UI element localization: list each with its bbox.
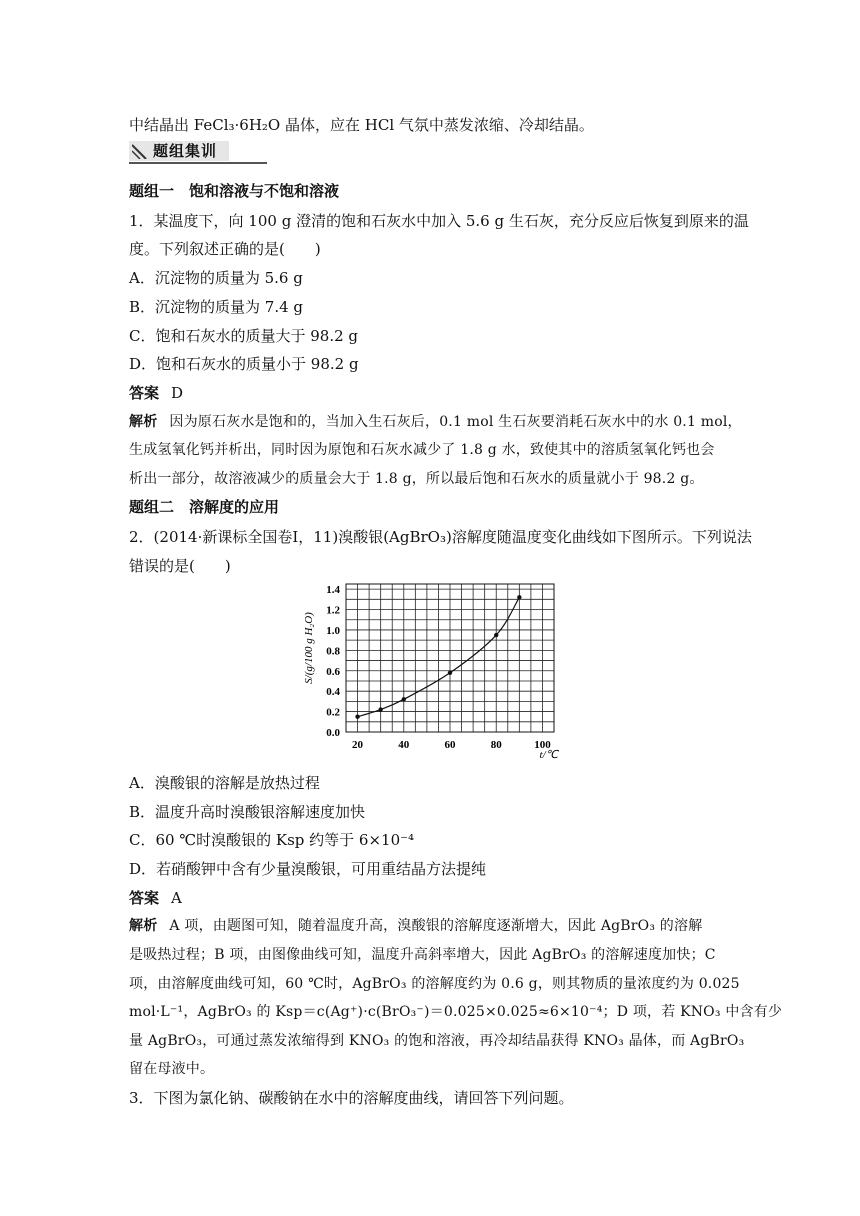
group2-title: 题组二 溶解度的应用 — [129, 498, 280, 516]
q1-analysis-line2: 生成氢氧化钙并析出，同时因为原饱和石灰水减少了 1.8 g 水，致使其中的溶质氢氧化钙也会 — [129, 442, 715, 458]
q1-analysis-line1 — [129, 412, 742, 432]
group1-title: 题组一 饱和溶液与不饱和溶液 — [129, 182, 340, 200]
solubility-chart — [296, 574, 566, 764]
x-tick-label: 20 — [352, 739, 364, 751]
q1-answer-label: 答案 — [129, 384, 160, 402]
y-tick-label: 0.4 — [326, 686, 340, 699]
diagonal-stripe-icon — [132, 143, 148, 159]
q2-option-b: B．温度升高时溴酸银溶解速度加快 — [129, 803, 366, 821]
q2-analysis-line3: 项，由溶解度曲线可知，60 ℃时，AgBrO₃ 的溶解度约为 0.6 g，则其物质的量浓度约为 0.025 — [129, 976, 740, 992]
q1-analysis-text1: 因为原石灰水是饱和的，当加入生石灰后，0.1 mol 生石灰要消耗石灰水中的水 0.1 mol， — [169, 414, 742, 430]
data-point — [355, 714, 359, 718]
q2-analysis-line1 — [129, 916, 702, 936]
y-tick-label: 1.4 — [326, 584, 340, 597]
x-tick-label: 40 — [398, 739, 410, 751]
data-point — [494, 633, 498, 637]
q1-option-b: B．沉淀物的质量为 7.4 g — [129, 298, 304, 316]
intro-text: 中结晶出 FeCl₃·6H₂O 晶体，应在 HCl 气氛中蒸发浓缩、冷却结晶。 — [129, 116, 594, 134]
q2-stem-line1: 2．(2014·新课标全国卷Ⅰ，11)溴酸银(AgBrO₃)溶解度随温度变化曲线如下图所示。下列说法 — [129, 528, 752, 546]
q2-analysis-line5: 量 AgBrO₃，可通过蒸发浓缩得到 KNO₃ 的饱和溶液，再冷却结晶获得 KNO₃ 晶体，而 AgBrO₃ — [129, 1033, 745, 1049]
y-tick-label: 0.0 — [326, 727, 340, 739]
data-point — [517, 595, 521, 599]
q2-analysis-line4: mol·L⁻¹，AgBrO₃ 的 Ksp＝c(Ag⁺)·c(BrO₃⁻)＝0.025×0.025≈6×10⁻⁴；D 项，若 KNO₃ 中含有少 — [129, 1004, 783, 1020]
q1-answer-value: D — [171, 384, 184, 402]
y-tick-label: 1.2 — [326, 604, 340, 617]
q1-analysis-label: 解析 — [129, 414, 158, 430]
q2-analysis-label: 解析 — [129, 918, 158, 934]
q2-option-d: D．若硝酸钾中含有少量溴酸银，可用重结晶方法提纯 — [129, 860, 487, 878]
y-tick-label: 1.0 — [326, 624, 340, 637]
data-point — [448, 671, 452, 675]
x-tick-label: 60 — [444, 739, 456, 751]
data-point — [378, 707, 382, 711]
x-axis-label: t/℃ — [539, 749, 558, 761]
q1-option-c: C．饱和石灰水的质量大于 98.2 g — [129, 327, 359, 345]
q1-stem-line2: 度。下列叙述正确的是( ) — [129, 240, 321, 258]
q3-stem-line1: 3．下图为氯化钠、碳酸钠在水中的溶解度曲线，请回答下列问题。 — [129, 1089, 574, 1107]
q1-analysis-line3: 析出一部分，故溶液减少的质量会大于 1.8 g，所以最后饱和石灰水的质量就小于 98.2 g。 — [129, 471, 704, 487]
q2-answer — [129, 888, 182, 908]
q1-option-a: A．沉淀物的质量为 5.6 g — [129, 269, 303, 287]
y-tick-label: 0.2 — [326, 706, 340, 719]
x-tick-label: 100 — [534, 739, 551, 751]
q2-stem-line2: 错误的是( ) — [129, 557, 231, 575]
y-tick-label: 0.6 — [326, 665, 340, 678]
q2-answer-label: 答案 — [129, 889, 160, 907]
y-tick-label: 0.8 — [326, 645, 340, 658]
q2-analysis-line6: 留在母液中。 — [129, 1061, 215, 1077]
q2-analysis-line2: 是吸热过程；B 项，由图像曲线可知，温度升高斜率增大，因此 AgBrO₃ 的溶解速度加快；C — [129, 947, 716, 963]
q1-stem-line1: 1．某温度下，向 100 g 澄清的饱和石灰水中加入 5.6 g 生石灰，充分反应后恢复到原来的温 — [129, 212, 749, 230]
x-tick-label: 80 — [490, 739, 502, 751]
q2-analysis-text1: A 项，由题图可知，随着温度升高，溴酸银的溶解度逐渐增大，因此 AgBrO₃ 的溶解 — [169, 918, 703, 934]
data-point — [402, 697, 406, 701]
q1-option-d: D．饱和石灰水的质量小于 98.2 g — [129, 355, 359, 373]
section-title: 题组集训 — [153, 142, 218, 160]
q2-option-c: C．60 ℃时溴酸银的 Ksp 约等于 6×10⁻⁴ — [129, 831, 415, 849]
y-axis-label: S/(g/100 g H₂O) — [303, 612, 315, 684]
q1-answer — [129, 383, 183, 403]
section-header — [129, 141, 267, 165]
q2-option-a: A．溴酸银的溶解是放热过程 — [129, 774, 320, 792]
q2-answer-value: A — [171, 889, 182, 907]
section-underline — [129, 162, 267, 164]
